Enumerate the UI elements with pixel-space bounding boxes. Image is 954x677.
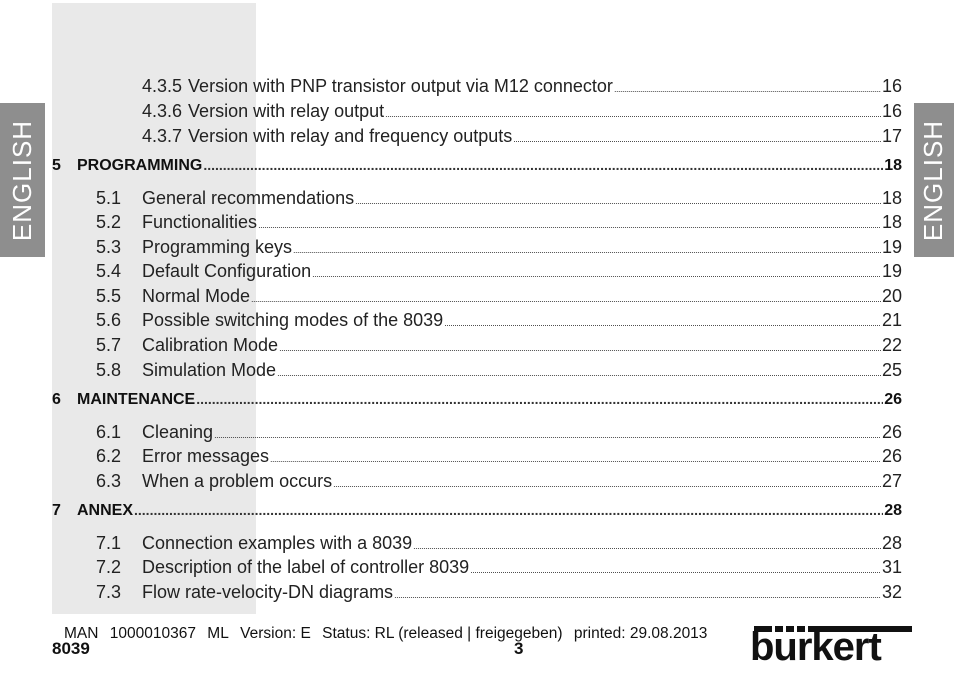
toc-leader-dots: [444, 318, 881, 328]
toc-number: 7.3: [96, 582, 122, 602]
toc-page-number: 26: [881, 422, 902, 442]
toc-page-number: 28: [884, 502, 902, 519]
footer-doc-type: MAN: [64, 625, 99, 642]
toc-leader-dots: [413, 541, 881, 551]
toc-section-row: [96, 360, 902, 381]
toc-leader-dots: [470, 565, 881, 575]
toc-leader-dots: [293, 245, 881, 255]
toc-chapter-row: [52, 391, 902, 409]
toc-page-number: 22: [881, 335, 902, 355]
toc-leader-dots: [203, 157, 883, 173]
toc-leader-dots: [614, 84, 881, 94]
toc-number: 6.1: [96, 422, 122, 442]
toc-page-number: 19: [881, 261, 902, 281]
toc-section-row: [96, 261, 902, 282]
toc-section-row: [96, 471, 902, 492]
toc-number: 5.4: [96, 261, 122, 281]
toc-number: 4.3.6: [142, 101, 183, 121]
toc-section-row: [142, 126, 902, 147]
toc-number: 5.8: [96, 360, 122, 380]
toc-page-number: 21: [881, 310, 902, 330]
toc-title: Normal Mode: [142, 286, 251, 306]
toc-number: 5.3: [96, 237, 122, 257]
toc-section-row: [96, 237, 902, 258]
toc-number: 7.2: [96, 557, 122, 577]
toc-title: Version with relay and frequency outputs: [188, 126, 513, 146]
toc-chapter-row: [52, 502, 902, 520]
toc-title: Possible switching modes of the 8039: [142, 310, 444, 330]
toc-title: Default Configuration: [142, 261, 312, 281]
toc-number: 7.1: [96, 533, 122, 553]
toc-title: Flow rate-velocity-DN diagrams: [142, 582, 394, 602]
toc-leader-dots: [312, 269, 881, 279]
toc-leader-dots: [258, 220, 881, 230]
burkert-logo: [748, 620, 904, 672]
footer-status: Status: RL (released | freigegeben): [322, 625, 563, 642]
toc-chapter-row: [52, 157, 902, 175]
toc-number: 5.2: [96, 212, 122, 232]
toc-section-row: [96, 335, 902, 356]
toc-number: 4.3.5: [142, 76, 183, 96]
toc-leader-dots: [134, 502, 883, 518]
toc-page-number: 17: [881, 126, 902, 146]
toc-title: Error messages: [142, 446, 270, 466]
toc-leader-dots: [333, 479, 881, 489]
toc-leader-dots: [513, 134, 881, 144]
toc-page-number: 19: [881, 237, 902, 257]
toc-leader-dots: [277, 368, 881, 378]
toc-section-row: [96, 188, 902, 209]
footer-version: Version: E: [240, 625, 311, 642]
logo-wordmark: burkert: [750, 625, 881, 669]
toc-section-row: [142, 101, 902, 122]
toc-title: MAINTENANCE: [77, 391, 196, 408]
toc-title: Simulation Mode: [142, 360, 277, 380]
toc-leader-dots: [394, 590, 881, 600]
toc-number: 5.5: [96, 286, 122, 306]
toc-leader-dots: [251, 294, 881, 304]
toc-section-row: [142, 76, 902, 97]
toc-section-row: [96, 582, 902, 603]
toc-page-number: 16: [881, 76, 902, 96]
toc-leader-dots: [214, 430, 881, 440]
toc-title: ANNEX: [77, 502, 134, 519]
toc-title: Calibration Mode: [142, 335, 279, 355]
footer-printed: printed: 29.08.2013: [573, 625, 708, 642]
toc-number: 6.3: [96, 471, 122, 491]
toc-section-row: [96, 286, 902, 307]
toc-title: When a problem occurs: [142, 471, 333, 491]
toc-page-number: 28: [881, 533, 902, 553]
toc-section-row: [96, 212, 902, 233]
toc-number: 4.3.7: [142, 126, 183, 146]
language-tab-right: [914, 103, 954, 257]
footer-doc-info: [64, 625, 714, 643]
language-tab-left-label: ENGLISH: [7, 119, 37, 241]
toc-number: 6: [52, 391, 61, 408]
toc-leader-dots: [279, 343, 881, 353]
toc-page-number: 18: [881, 188, 902, 208]
toc-page-number: 16: [881, 101, 902, 121]
toc-page-number: 32: [881, 582, 902, 602]
toc-leader-dots: [196, 391, 883, 407]
toc-page-number: 18: [881, 212, 902, 232]
toc-page-number: 25: [881, 360, 902, 380]
toc-number: 5.1: [96, 188, 122, 208]
toc-title: Version with PNP transistor output via M12 connector: [188, 76, 613, 96]
toc-leader-dots: [270, 454, 881, 464]
footer-page-number: 3: [514, 639, 524, 658]
toc-page-number: 20: [881, 286, 902, 306]
toc-number: 5.6: [96, 310, 122, 330]
toc-page-number: 26: [884, 391, 902, 408]
toc-section-row: [96, 422, 902, 443]
toc-title: Functionalities: [142, 212, 258, 232]
toc-section-row: [96, 557, 902, 578]
toc-title: Cleaning: [142, 422, 214, 442]
toc-page-number: 18: [884, 157, 902, 174]
toc-page-number: 31: [881, 557, 902, 577]
toc-page-number: 27: [881, 471, 902, 491]
toc-title: Version with relay output: [188, 101, 385, 121]
language-tab-right-label: ENGLISH: [918, 119, 949, 241]
toc-number: 5: [52, 157, 61, 174]
toc-page-number: 26: [881, 446, 902, 466]
toc-section-row: [96, 533, 902, 554]
toc-number: 7: [52, 502, 61, 519]
language-tab-left: [0, 103, 45, 257]
toc-section-row: [96, 310, 902, 331]
footer-lang: ML: [207, 625, 229, 642]
toc-title: Programming keys: [142, 237, 293, 257]
toc-number: 6.2: [96, 446, 122, 466]
toc-number: 5.7: [96, 335, 122, 355]
toc-leader-dots: [355, 196, 881, 206]
footer-model: 8039: [52, 639, 90, 658]
toc-title: General recommendations: [142, 188, 355, 208]
toc-section-row: [96, 446, 902, 467]
toc-title: Description of the label of controller 8039: [142, 557, 470, 577]
toc-title: Connection examples with a 8039: [142, 533, 413, 553]
footer-doc-number: 1000010367: [109, 625, 196, 642]
toc-leader-dots: [385, 109, 881, 119]
toc-title: PROGRAMMING: [77, 157, 203, 174]
